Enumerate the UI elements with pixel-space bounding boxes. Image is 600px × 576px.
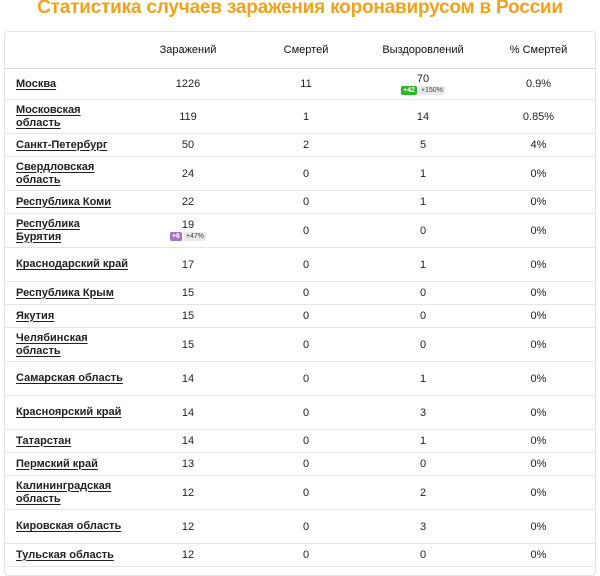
cases-percent-badge: +47%	[185, 233, 205, 241]
region-link[interactable]: Тульская область	[16, 548, 114, 561]
region-cell	[5, 100, 128, 134]
region-cell	[5, 191, 128, 214]
column-header-cases[interactable]: Заражений	[128, 32, 248, 69]
region-cell	[5, 248, 128, 282]
cases-cell	[128, 476, 248, 510]
deaths-cell: 0	[248, 191, 364, 214]
region-cell	[5, 362, 128, 396]
death-rate-cell: 0.9%	[482, 69, 595, 100]
recovered-cell	[364, 214, 482, 248]
column-header-deaths[interactable]: Смертей	[248, 32, 364, 69]
recovered-cell	[364, 100, 482, 134]
deaths-cell: 0	[248, 282, 364, 305]
recovered-delta-badge: +42	[403, 86, 415, 94]
recovered-cell	[364, 157, 482, 191]
cases-cell	[128, 214, 248, 248]
deaths-cell: 0	[248, 430, 364, 453]
table-row	[5, 510, 595, 544]
recovered-cell	[364, 248, 482, 282]
page-title: Статистика случаев заражения коронавирусом в России	[37, 0, 563, 18]
cases-value: 1226	[175, 78, 201, 90]
table-row	[5, 430, 595, 453]
deaths-cell: 0	[248, 248, 364, 282]
cases-cell	[128, 157, 248, 191]
recovered-value: 0	[419, 549, 427, 561]
region-link[interactable]: Татарстан	[16, 434, 72, 447]
table-row	[5, 248, 595, 282]
table-row	[5, 544, 595, 567]
deaths-cell: 0	[248, 544, 364, 567]
deaths-cell: 1	[248, 100, 364, 134]
death-rate-cell: 0%	[482, 214, 595, 248]
recovered-value: 1	[419, 435, 427, 447]
table-row	[5, 134, 595, 157]
cases-cell	[128, 248, 248, 282]
region-cell	[5, 510, 128, 544]
region-link[interactable]: Калининградская область	[16, 479, 112, 505]
deaths-cell: 2	[248, 134, 364, 157]
table-row	[5, 453, 595, 476]
stats-table-panel	[4, 31, 596, 576]
deaths-cell: 0	[248, 362, 364, 396]
recovered-cell	[364, 510, 482, 544]
deaths-cell: 0	[248, 214, 364, 248]
cases-cell	[128, 69, 248, 100]
deaths-cell: 0	[248, 157, 364, 191]
cases-value: 50	[181, 139, 195, 151]
cases-value: 13	[181, 458, 195, 470]
cases-value: 15	[181, 338, 195, 351]
table-header-row	[5, 32, 595, 69]
table-row	[5, 362, 595, 396]
region-link[interactable]: Кировская область	[16, 520, 122, 532]
cases-cell	[128, 430, 248, 453]
recovered-value: 0	[419, 224, 427, 237]
death-rate-cell: 0%	[482, 157, 595, 191]
death-rate-cell: 0%	[482, 544, 595, 567]
recovered-cell	[364, 396, 482, 430]
region-cell	[5, 134, 128, 157]
table-row	[5, 396, 595, 430]
recovered-cell	[364, 328, 482, 362]
region-link[interactable]: Республика Коми	[16, 195, 112, 208]
death-rate-cell: 0%	[482, 476, 595, 510]
region-link[interactable]: Свердловская область	[16, 160, 95, 186]
region-link[interactable]: Краснодарский край	[16, 258, 129, 270]
death-rate-cell: 0%	[482, 396, 595, 430]
recovered-cell	[364, 544, 482, 567]
region-cell	[5, 214, 128, 248]
cases-value: 17	[181, 258, 195, 271]
recovered-value: 0	[419, 338, 427, 351]
cases-cell	[128, 362, 248, 396]
cases-cell	[128, 282, 248, 305]
region-cell	[5, 305, 128, 328]
death-rate-cell: 0%	[482, 305, 595, 328]
region-link[interactable]: Пермский край	[16, 457, 98, 470]
cases-value: 14	[181, 406, 195, 419]
cases-change-badges	[128, 232, 248, 241]
cases-value: 14	[181, 372, 195, 385]
recovered-value: 3	[419, 520, 427, 533]
cases-cell	[128, 396, 248, 430]
cases-cell	[128, 328, 248, 362]
death-rate-cell: 4%	[482, 134, 595, 157]
cases-cell	[128, 100, 248, 134]
region-cell	[5, 69, 128, 100]
recovered-value: 1	[419, 258, 427, 271]
recovered-cell	[364, 69, 482, 100]
cases-value: 15	[181, 310, 195, 322]
recovered-cell	[364, 453, 482, 476]
cases-value: 12	[181, 486, 195, 499]
region-link[interactable]: Московская область	[16, 103, 81, 129]
deaths-cell: 0	[248, 476, 364, 510]
recovered-cell	[364, 191, 482, 214]
recovered-cell	[364, 476, 482, 510]
table-row	[5, 100, 595, 134]
region-cell	[5, 453, 128, 476]
region-link[interactable]: Якутия	[16, 309, 55, 322]
death-rate-cell: 0%	[482, 248, 595, 282]
table-row	[5, 476, 595, 510]
region-cell	[5, 157, 128, 191]
stats-table	[5, 32, 595, 567]
recovered-value: 14	[416, 110, 430, 123]
cases-cell	[128, 510, 248, 544]
recovered-value: 3	[419, 406, 427, 419]
deaths-cell: 11	[248, 69, 364, 100]
deaths-cell: 0	[248, 305, 364, 328]
table-row	[5, 282, 595, 305]
cases-value: 22	[181, 196, 195, 208]
recovered-change-badges	[364, 86, 482, 95]
column-header-region	[5, 32, 128, 69]
deaths-cell: 0	[248, 328, 364, 362]
region-cell	[5, 328, 128, 362]
cases-cell	[128, 134, 248, 157]
death-rate-cell: 0%	[482, 510, 595, 544]
cases-cell	[128, 544, 248, 567]
region-link[interactable]: Челябинская область	[16, 331, 88, 357]
death-rate-cell: 0%	[482, 282, 595, 305]
recovered-cell	[364, 305, 482, 328]
deaths-cell: 0	[248, 396, 364, 430]
region-link[interactable]: Республика Крым	[16, 286, 114, 299]
cases-value: 119	[179, 110, 197, 123]
recovered-value: 1	[419, 196, 427, 208]
cases-value: 19	[181, 219, 195, 232]
recovered-value: 0	[419, 287, 427, 299]
death-rate-cell: 0%	[482, 191, 595, 214]
table-row	[5, 157, 595, 191]
recovered-percent-badge: +150%	[420, 86, 443, 94]
column-header-recovered[interactable]: Выздоровлений	[364, 32, 482, 69]
recovered-value: 0	[419, 310, 427, 322]
cases-cell	[128, 191, 248, 214]
region-link[interactable]: Москва	[16, 77, 57, 90]
region-link[interactable]: Санкт-Петербург	[16, 138, 108, 151]
recovered-value: 70	[416, 72, 430, 85]
cases-value: 24	[181, 167, 195, 180]
deaths-cell: 0	[248, 510, 364, 544]
recovered-cell	[364, 282, 482, 305]
cases-delta-badge: +6	[171, 233, 180, 241]
cases-cell	[128, 305, 248, 328]
recovered-value: 1	[419, 167, 427, 180]
region-cell	[5, 476, 128, 510]
region-link[interactable]: Красноярский край	[16, 406, 122, 418]
recovered-cell	[364, 362, 482, 396]
recovered-cell	[364, 430, 482, 453]
table-row	[5, 328, 595, 362]
cases-value: 12	[181, 520, 195, 533]
column-header-death-rate[interactable]: % Смертей	[482, 32, 595, 69]
region-cell	[5, 396, 128, 430]
death-rate-cell: 0.85%	[482, 100, 595, 134]
table-row	[5, 191, 595, 214]
death-rate-cell: 0%	[482, 430, 595, 453]
deaths-cell: 0	[248, 453, 364, 476]
recovered-value: 2	[419, 486, 427, 499]
death-rate-cell: 0%	[482, 453, 595, 476]
region-cell	[5, 430, 128, 453]
table-row	[5, 69, 595, 100]
cases-value: 12	[181, 549, 195, 561]
table-row	[5, 214, 595, 248]
death-rate-cell: 0%	[482, 362, 595, 396]
cases-value: 14	[181, 435, 195, 447]
cases-value: 15	[181, 287, 195, 299]
recovered-cell	[364, 134, 482, 157]
region-cell	[5, 282, 128, 305]
recovered-value: 5	[419, 139, 427, 151]
table-row	[5, 305, 595, 328]
death-rate-cell: 0%	[482, 328, 595, 362]
region-cell	[5, 544, 128, 567]
cases-cell	[128, 453, 248, 476]
recovered-value: 0	[419, 458, 427, 470]
region-link[interactable]: Республика Бурятия	[16, 217, 80, 243]
recovered-value: 1	[419, 372, 427, 385]
region-link[interactable]: Самарская область	[16, 372, 123, 384]
